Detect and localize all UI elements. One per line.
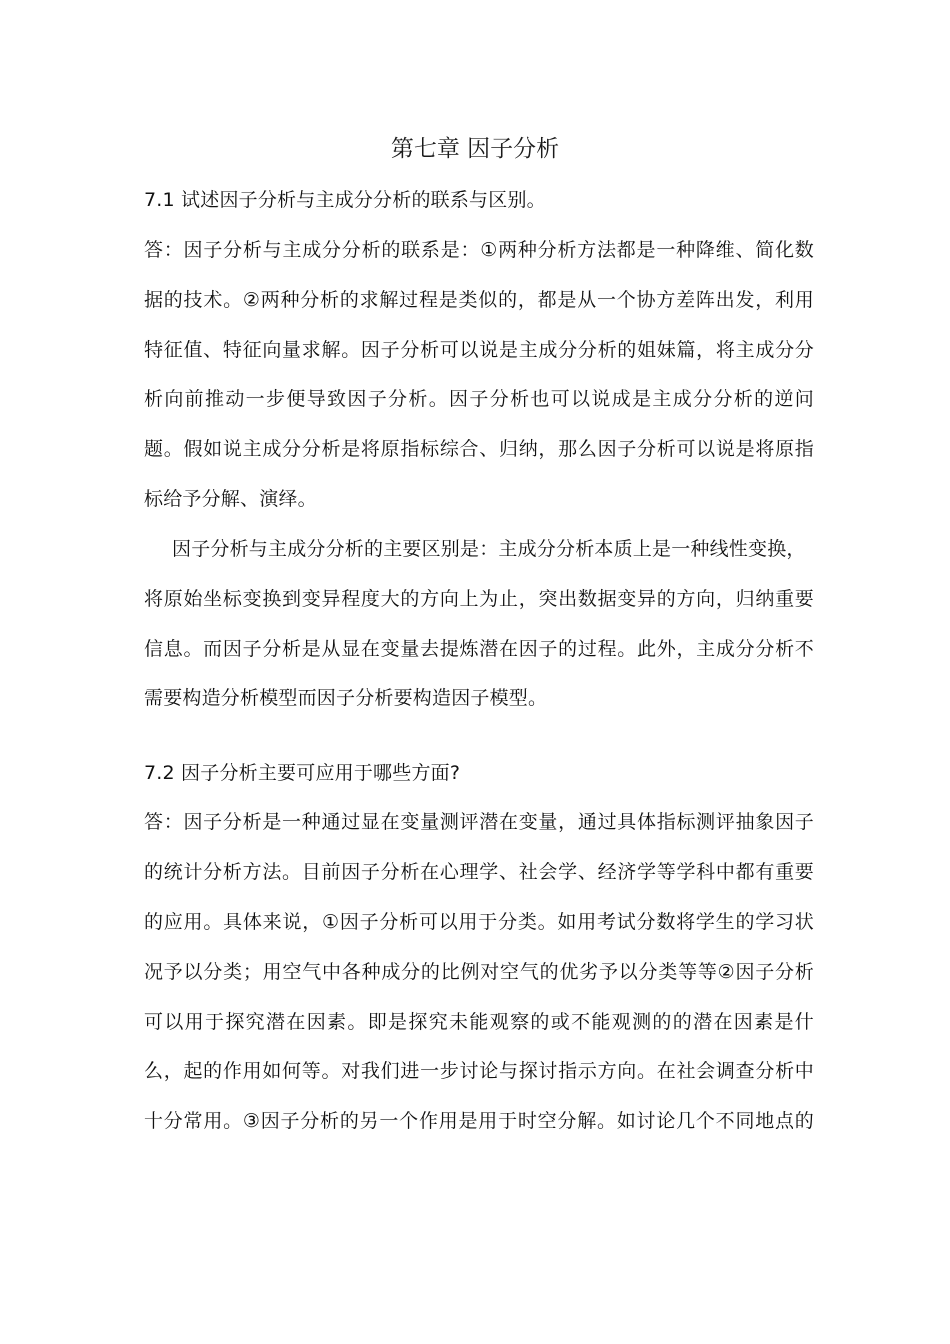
answer-7-1-line-3: 特征值、特征向量求解。因子分析可以说是主成分分析的姐妹篇，将主成分分 bbox=[144, 339, 814, 361]
answer-7-2-line-5: 可以用于探究潜在因素。即是探究未能观察的或不能观测的的潜在因素是什 bbox=[144, 1011, 814, 1033]
answer-7-1-line-6: 标给予分解、演绎。 bbox=[144, 488, 317, 510]
answer-7-1-para2-line-2: 将原始坐标变换到变异程度大的方向上为止，突出数据变异的方向，归纳重要 bbox=[144, 588, 814, 610]
answer-7-1-para2-line-1: 因子分析与主成分分析的主要区别是：主成分分析本质上是一种线性变换， bbox=[172, 538, 806, 560]
answer-7-2-line-7: 十分常用。③因子分析的另一个作用是用于时空分解。如讨论几个不同地点的 bbox=[144, 1110, 814, 1132]
answer-7-1-para2-line-3: 信息。而因子分析是从显在变量去提炼潜在因子的过程。此外，主成分分析不 bbox=[144, 638, 814, 660]
answer-7-1-line-2: 据的技术。②两种分析的求解过程是类似的，都是从一个协方差阵出发，利用 bbox=[144, 289, 814, 311]
answer-7-2-line-1: 答：因子分析是一种通过显在变量测评潜在变量，通过具体指标测评抽象因子 bbox=[144, 811, 814, 833]
chapter-title: 第七章 因子分析 bbox=[390, 136, 560, 162]
answer-7-1-line-5: 题。假如说主成分分析是将原指标综合、归纳，那么因子分析可以说是将原指 bbox=[144, 438, 814, 460]
answer-7-1-para2-line-4: 需要构造分析模型而因子分析要构造因子模型。 bbox=[144, 687, 548, 709]
question-7-2: 7.2 因子分析主要可应用于哪些方面? bbox=[144, 762, 461, 784]
answer-7-2-line-2: 的统计分析方法。目前因子分析在心理学、社会学、经济学等学科中都有重要 bbox=[144, 861, 814, 883]
answer-7-1-line-1: 答：因子分析与主成分分析的联系是：①两种分析方法都是一种降维、简化数 bbox=[144, 239, 814, 261]
answer-7-2-line-6: 么，起的作用如何等。对我们进一步讨论与探讨指示方向。在社会调查分析中 bbox=[144, 1060, 814, 1082]
question-7-1: 7.1 试述因子分析与主成分分析的联系与区别。 bbox=[144, 189, 546, 211]
answer-7-2-line-4: 况予以分类；用空气中各种成分的比例对空气的优劣予以分类等等②因子分析 bbox=[144, 961, 814, 983]
answer-7-1-line-4: 析向前推动一步便导致因子分析。因子分析也可以说成是主成分分析的逆问 bbox=[144, 388, 814, 410]
answer-7-2-line-3: 的应用。具体来说，①因子分析可以用于分类。如用考试分数将学生的学习状 bbox=[144, 911, 814, 933]
